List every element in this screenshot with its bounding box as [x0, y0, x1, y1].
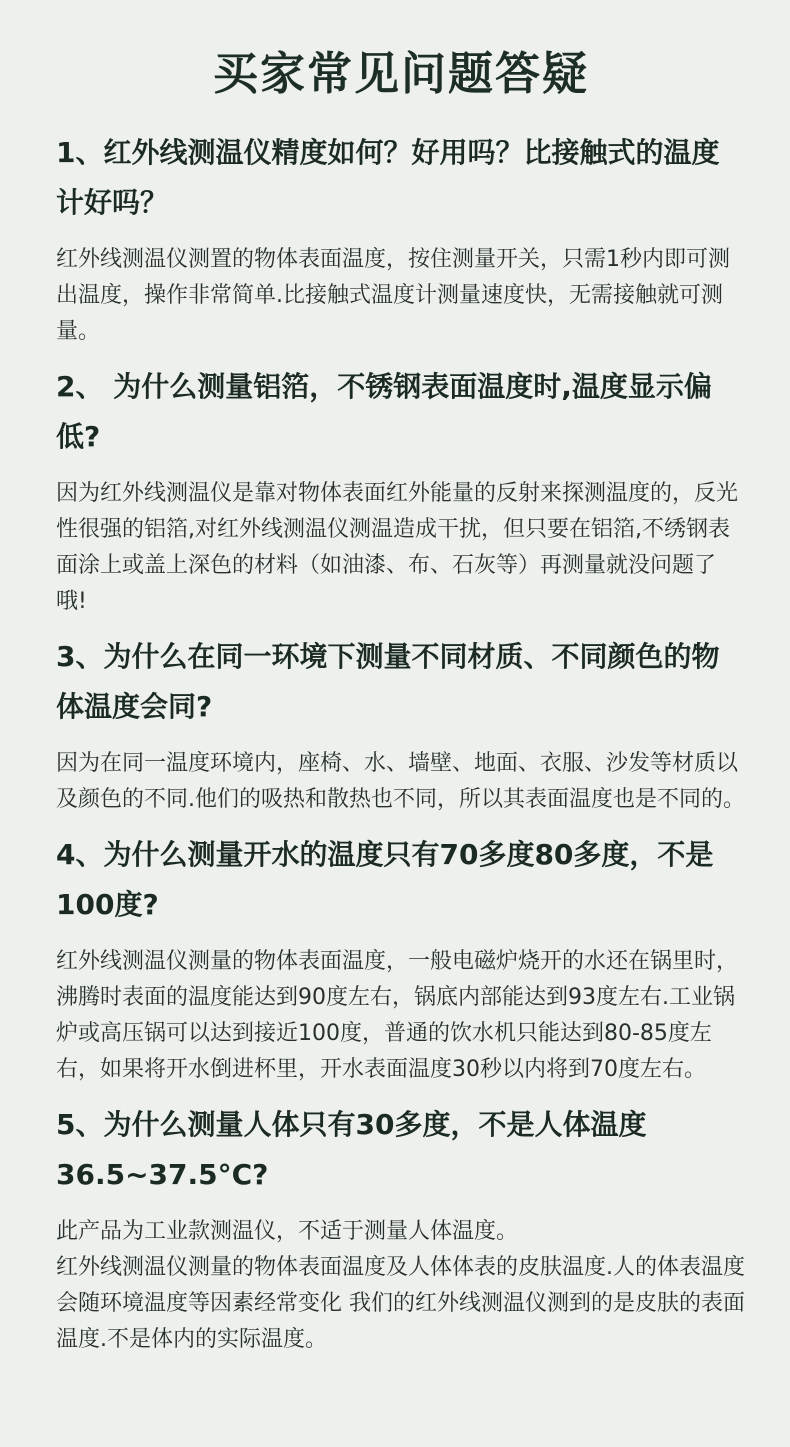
page-title: 买家常见问题答疑	[212, 47, 589, 100]
faq-question: 4、为什么测量开水的温度只有70多度80多度，不是100度?	[56, 838, 714, 921]
faq-question: 1、红外线测温仪精度如何？好用吗？比接触式的温度计好吗？	[56, 136, 720, 219]
faq-answer-paragraph: 因为在同一温度环境内，座椅、水、墙壁、地面、衣服、沙发等材质以及颜色的不同.他们的吸热和散热也不同，所以其表面温度也是不同的。	[56, 751, 745, 812]
faq-item-4	[56, 830, 746, 1088]
faq-answer-paragraph: 此产品为工业款测温仪，不适于测量人体温度。	[56, 1219, 519, 1244]
faq-answer	[56, 746, 746, 818]
faq-answer-paragraph: 红外线测温仪测量的物体表面温度，一般电磁炉烧开的水还在锅里时，沸腾时表面的温度能达到90度左右，锅底内部能达到93度左右.工业锅炉或高压锅可以达到接近100度，普通的饮水机只能达到80-85度左右，如果将开水倒进杯里，开水表面温度30秒以内将到70度左右。	[56, 949, 739, 1082]
faq-question: 5、为什么测量人体只有30多度，不是人体温度36.5~37.5°C?	[56, 1108, 647, 1191]
faq-item-5	[56, 1100, 746, 1358]
faq-answer-paragraph: 红外线测温仪测量的物体表面温度及人体体表的皮肤温度.人的体表温度会随环境温度等因素经常变化 我们的红外线测温仪测到的是皮肤的表面温度.不是体内的实际温度。	[56, 1255, 745, 1352]
faq-item-2	[56, 362, 746, 620]
faq-question: 3、为什么在同一环境下测量不同材质、不同颜色的物体温度会同?	[56, 640, 720, 723]
faq-answer-paragraph: 红外线测温仪测置的物体表面温度，按住测量开关，只需1秒内即可测出温度，操作非常简单.比接触式温度计测量速度快，无需接触就可测量。	[56, 247, 730, 344]
faq-answer-paragraph: 因为红外线测温仪是靠对物体表面红外能量的反射来探测温度的，反光性很强的铝箔,对红外线测温仪测温造成干扰，但只要在铝箔,不绣钢表面涂上或盖上深色的材料（如油漆、布、石灰等）再测量就没问题了哦!	[56, 481, 739, 614]
faq-item-1	[56, 128, 746, 350]
faq-answer	[56, 944, 746, 1088]
faq-question: 2、 为什么测量铝箔，不锈钢表面温度时,温度显示偏低?	[56, 370, 712, 453]
faq-item-3	[56, 632, 746, 818]
faq-answer	[56, 476, 746, 620]
faq-answer	[56, 242, 746, 350]
faq-answer	[56, 1214, 746, 1358]
